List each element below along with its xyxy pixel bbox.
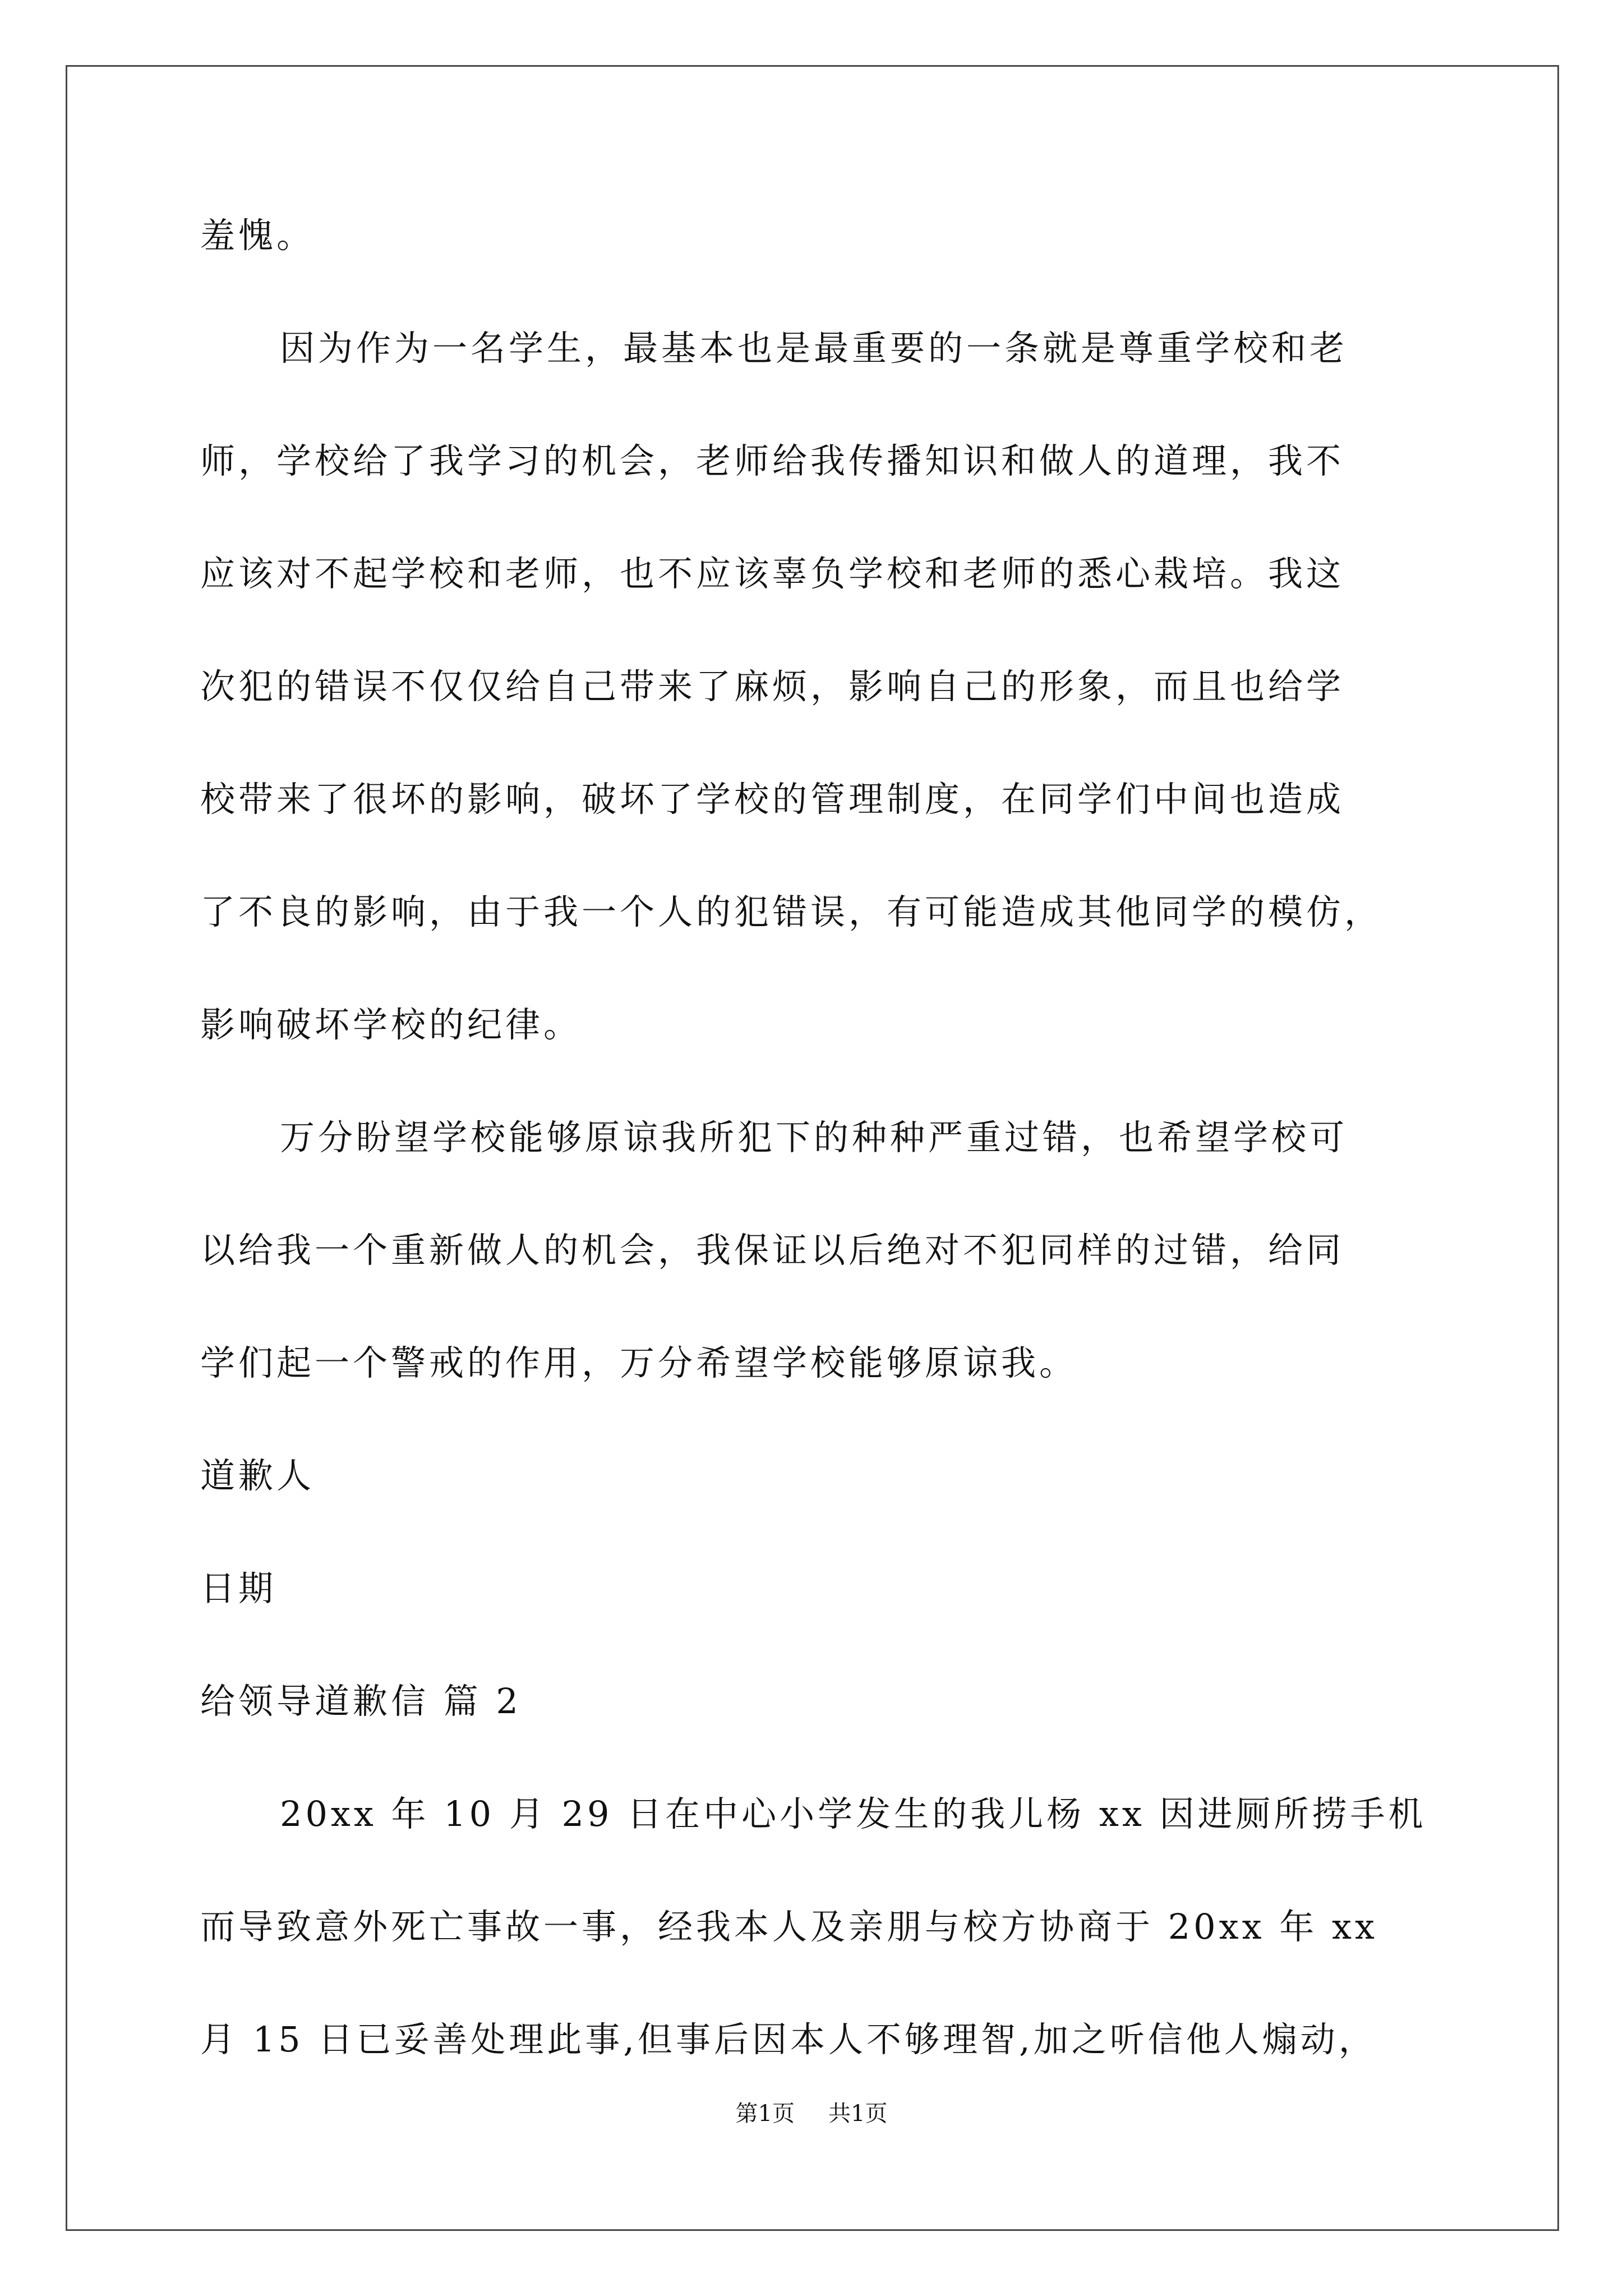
- text-line: 次犯的错误不仅仅给自己带来了麻烦，影响自己的形象，而且也给学: [200, 666, 1345, 707]
- text-line: 因为作为一名学生，最基本也是最重要的一条就是尊重学校和老: [280, 328, 1348, 369]
- page-number: 第1页: [735, 2101, 795, 2127]
- text-line: 了不良的影响，由于我一个人的犯错误，有可能造成其他同学的模仿，: [200, 891, 1383, 932]
- text-line: 应该对不起学校和老师，也不应该辜负学校和老师的悉心栽培。我这: [200, 553, 1345, 594]
- text-line: 羞愧。: [200, 215, 315, 256]
- text-line: 校带来了很坏的影响，破坏了学校的管理制度，在同学们中间也造成: [200, 779, 1345, 820]
- date-label: 日期: [200, 1568, 277, 1609]
- text-line: 月 15 日已妥善处理此事,但事后因本人不够理智,加之听信他人煽动，: [200, 2019, 1377, 2060]
- page-footer: [0, 2096, 1623, 2128]
- text-line: 影响破坏学校的纪律。: [200, 1004, 582, 1045]
- signature-label: 道歉人: [200, 1455, 315, 1496]
- page-total: 共1页: [828, 2101, 888, 2127]
- text-line: 师，学校给了我学习的机会，老师给我传播知识和做人的道理，我不: [200, 440, 1345, 481]
- text-line: 20xx 年 10 月 29 日在中心小学发生的我儿杨 xx 因进厕所捞手机: [280, 1793, 1427, 1834]
- text-line: 万分盼望学校能够原谅我所犯下的种种严重过错，也希望学校可: [280, 1117, 1348, 1158]
- text-line: 而导致意外死亡事故一事，经我本人及亲朋与校方协商于 20xx 年 xx: [200, 1906, 1378, 1947]
- text-line: 以给我一个重新做人的机会，我保证以后绝对不犯同样的过错，给同: [200, 1230, 1345, 1271]
- section-heading: 给领导道歉信 篇 2: [200, 1681, 522, 1722]
- text-line: 学们起一个警戒的作用，万分希望学校能够原谅我。: [200, 1342, 1078, 1383]
